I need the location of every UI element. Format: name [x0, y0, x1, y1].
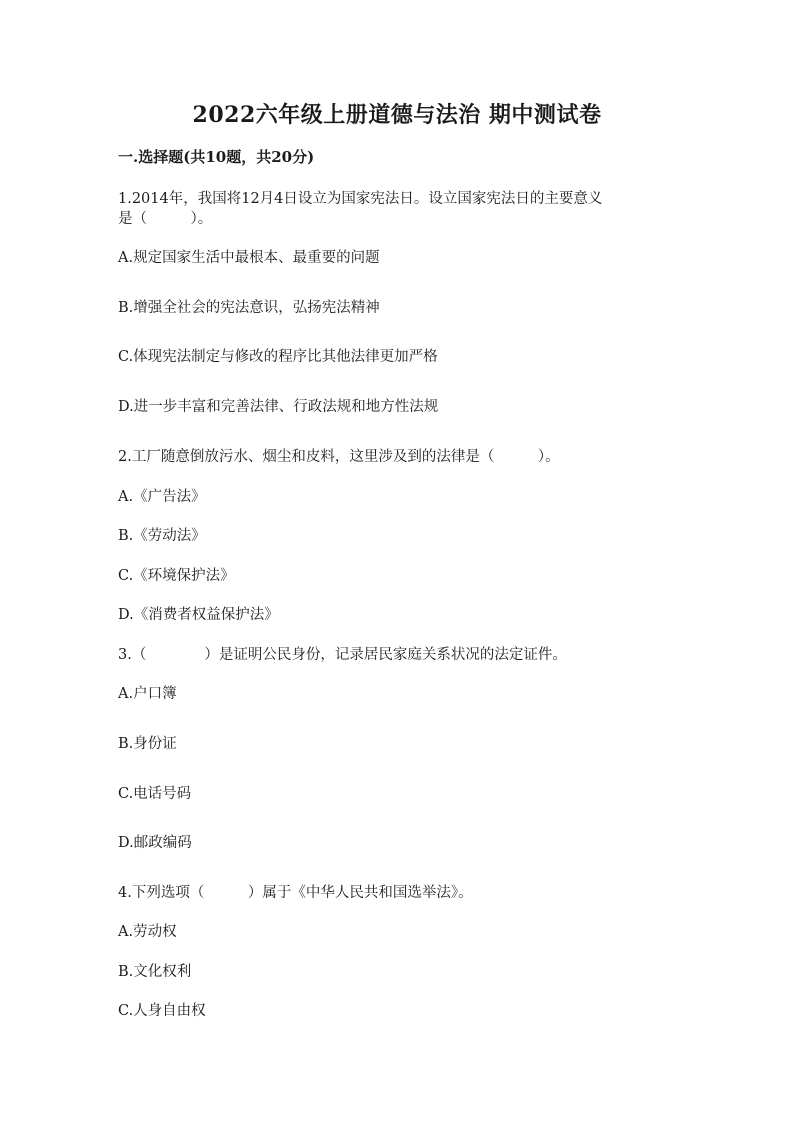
answer-option: B.身份证 [118, 736, 177, 752]
page-title: 2022六年级上册道德与法治 期中测试卷 [192, 102, 602, 128]
question-stem: 2.工厂随意倒放污水、烟尘和皮料，这里涉及到的法律是（ ）。 [118, 449, 560, 465]
answer-option: B.文化权利 [118, 964, 192, 980]
answer-option: C.人身自由权 [118, 1003, 206, 1019]
answer-option: D.邮政编码 [118, 835, 192, 851]
question-stem: 是（ ）。 [118, 211, 213, 227]
answer-option: D.进一步丰富和完善法律、行政法规和地方性法规 [118, 399, 439, 415]
answer-option: C.体现宪法制定与修改的程序比其他法律更加严格 [118, 349, 438, 365]
answer-option: B.《劳动法》 [118, 528, 206, 544]
question-stem: 3.（ ）是证明公民身份，记录居民家庭关系状况的法定证件。 [118, 647, 567, 663]
question-stem: 4.下列选项（ ）属于《中华人民共和国选举法》。 [118, 885, 473, 901]
answer-option: A.规定国家生活中最根本、最重要的问题 [118, 250, 380, 266]
answer-option: A.劳动权 [118, 924, 177, 940]
question-stem: 1.2014年，我国将12月4日设立为国家宪法日。设立国家宪法日的主要意义 [118, 191, 603, 207]
answer-option: C.《环境保护法》 [118, 568, 235, 584]
answer-option: C.电话号码 [118, 786, 192, 802]
section-heading: 一.选择题(共10题，共20分) [118, 148, 315, 166]
answer-option: A.户口簿 [118, 686, 177, 702]
answer-option: A.《广告法》 [118, 489, 206, 505]
answer-option: D.《消费者权益保护法》 [118, 607, 279, 623]
answer-option: B.增强全社会的宪法意识，弘扬宪法精神 [118, 300, 380, 316]
